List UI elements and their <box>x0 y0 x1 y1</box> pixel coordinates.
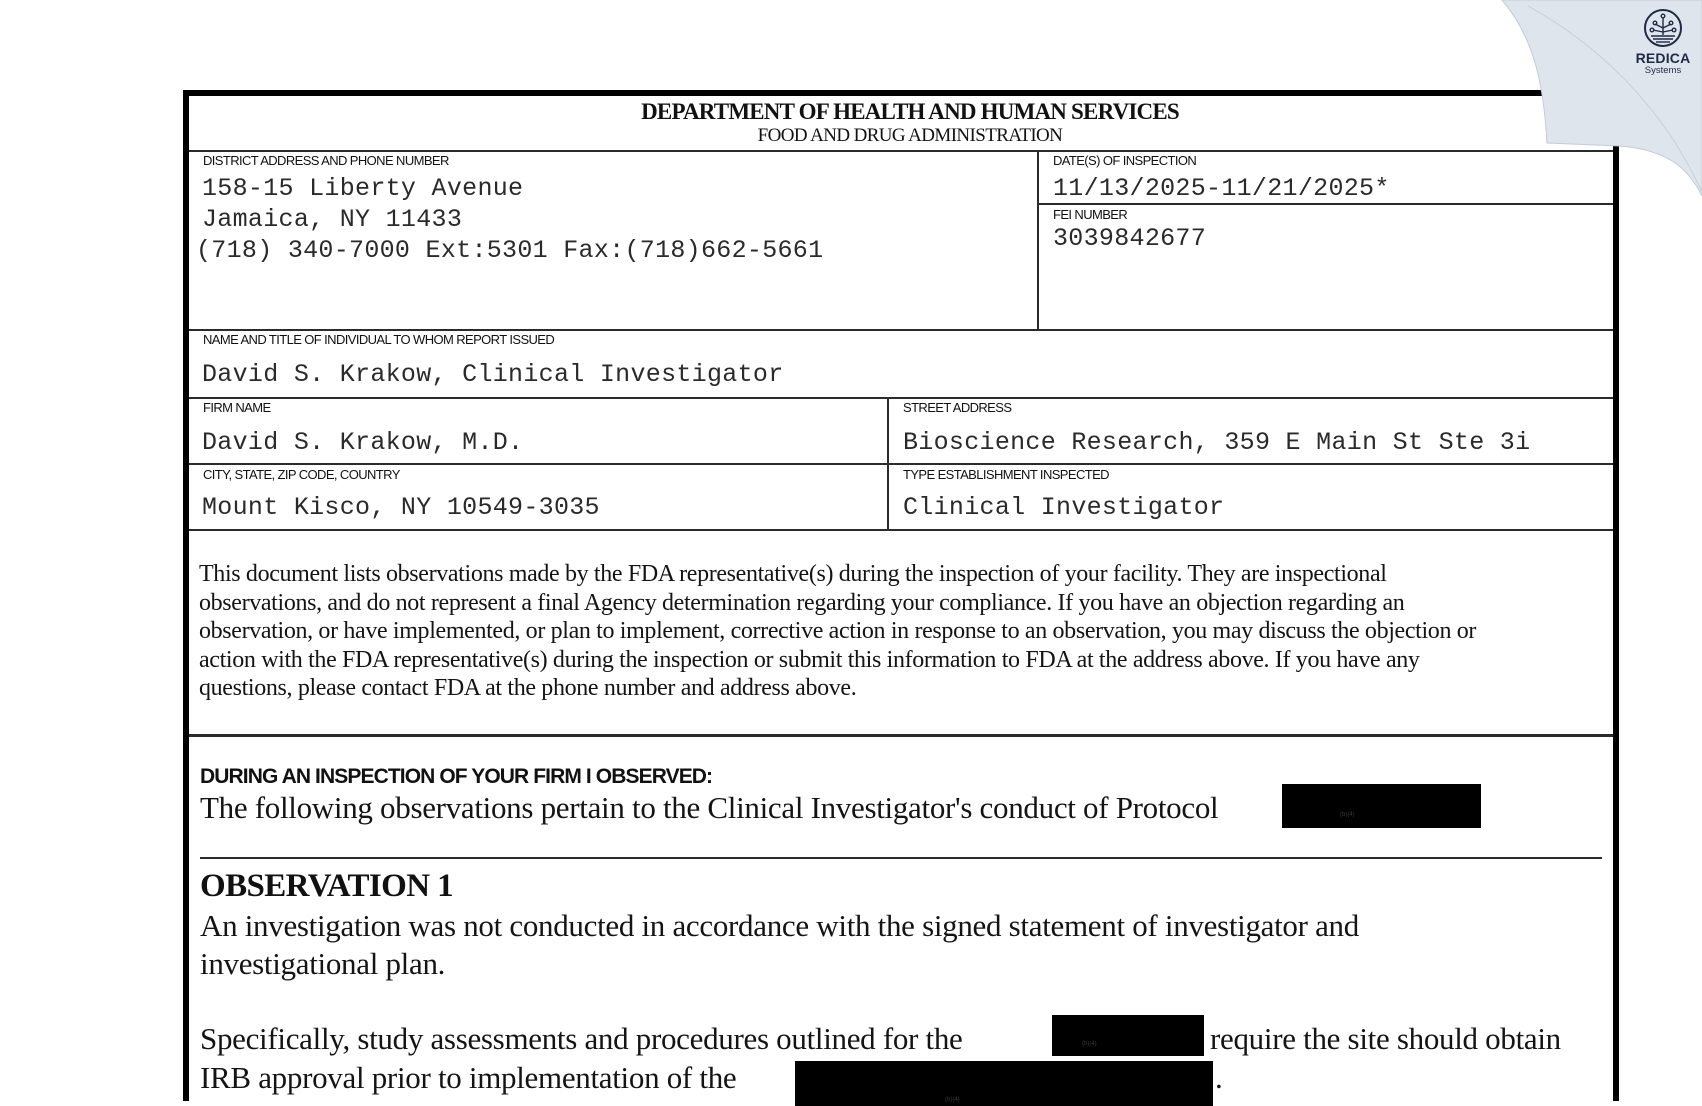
district-phone: (718) 340-7000 Ext:5301 Fax:(718)662-5661 <box>196 236 824 265</box>
disclaimer-text <box>199 561 1476 704</box>
street-address-value: Bioscience Research, 359 E Main St Ste 3i <box>903 428 1531 457</box>
recipient-value: David S. Krakow, Clinical Investigator <box>202 360 784 389</box>
observation-1-detail-b: require the site should obtain <box>1210 1021 1561 1056</box>
district-address-line2: Jamaica, NY 11433 <box>202 205 463 234</box>
observation-1-summary: An investigation was not conducted in accordance with the signed statement of investigator and <box>200 908 1359 943</box>
district-address-line1: 158-15 Liberty Avenue <box>202 174 524 203</box>
observation-1-detail-a: Specifically, study assessments and procedures outlined for the <box>200 1021 963 1056</box>
inspection-dates-value: 11/13/2025-11/21/2025* <box>1053 174 1390 203</box>
observed-intro: The following observations pertain to the Clinical Investigator's conduct of Protocol <box>200 790 1219 825</box>
form-border-left <box>183 90 189 1101</box>
redaction-detail-2 <box>795 1061 1213 1106</box>
page-curl-watermark <box>1500 0 1702 200</box>
fei-number-label: FEI NUMBER <box>1053 207 1128 222</box>
redaction-protocol <box>1282 784 1481 828</box>
agency-title: FOOD AND DRUG ADMINISTRATION <box>757 125 1063 146</box>
fei-number-value: 3039842677 <box>1053 224 1207 253</box>
inspection-dates-label: DATE(S) OF INSPECTION <box>1053 153 1197 168</box>
street-address-label: STREET ADDRESS <box>903 400 1012 415</box>
divider-header <box>189 150 1613 152</box>
divider-district-name <box>189 329 1613 331</box>
form-border-top <box>183 90 1619 96</box>
disclaimer-line: observations, and do not represent a final Agency determination regarding your compliance. If you have an objection regarding an <box>199 589 1405 616</box>
recipient-label: NAME AND TITLE OF INDIVIDUAL TO WHOM REPORT ISSUED <box>203 332 555 347</box>
redaction-detail-1 <box>1052 1015 1204 1056</box>
department-title: DEPARTMENT OF HEALTH AND HUMAN SERVICES <box>641 99 1179 124</box>
firm-name-value: David S. Krakow, M.D. <box>202 428 524 457</box>
disclaimer-line: This document lists observations made by the FDA representative(s) during the inspection of your facility. They are inspectional <box>199 561 1387 587</box>
redica-sub: Systems <box>1644 65 1682 76</box>
disclaimer-line: observation, or have implemented, or plan to implement, corrective action in response to an observation, you may discuss the objection or <box>199 618 1477 644</box>
establishment-type-value: Clinical Investigator <box>903 493 1225 522</box>
divider-city-disclaimer <box>189 529 1613 531</box>
divider-name-firm <box>189 397 1613 399</box>
district-address-label: DISTRICT ADDRESS AND PHONE NUMBER <box>203 153 449 168</box>
redaction-label: (b)(4) <box>945 1097 960 1103</box>
firm-name-label: FIRM NAME <box>203 400 271 415</box>
redica-brand: REDICA <box>1635 50 1691 66</box>
divider-firm-city <box>189 463 1613 465</box>
disclaimer-line: questions, please contact FDA at the phone number and address above. <box>199 675 857 701</box>
observation-1-detail-d: . <box>1215 1060 1223 1095</box>
observation-1-summary-cont: investigational plan. <box>200 946 446 981</box>
disclaimer-line: action with the FDA representative(s) during the inspection or submit this information to FDA at the address above. If you have any <box>199 646 1420 673</box>
city-state-zip-value: Mount Kisco, NY 10549-3035 <box>202 493 600 522</box>
divider-disclaimer-observed <box>189 734 1613 737</box>
redaction-label: (b)(4) <box>1082 1041 1097 1047</box>
divider-district-dates <box>1037 150 1039 330</box>
observation-1-detail-c: IRB approval prior to implementation of the <box>200 1060 737 1095</box>
redica-logo <box>1643 8 1683 48</box>
observed-heading: DURING AN INSPECTION OF YOUR FIRM I OBSERVED: <box>200 765 713 788</box>
redica-tree-icon <box>1643 8 1683 48</box>
establishment-type-label: TYPE ESTABLISHMENT INSPECTED <box>903 467 1109 482</box>
observation-1-title: OBSERVATION 1 <box>200 868 453 904</box>
divider-dates-fei <box>1037 203 1613 205</box>
redaction-label: (b)(4) <box>1340 812 1355 818</box>
form-border-right <box>1613 90 1619 1101</box>
divider-observation <box>200 857 1602 859</box>
city-state-zip-label: CITY, STATE, ZIP CODE, COUNTRY <box>203 467 400 482</box>
